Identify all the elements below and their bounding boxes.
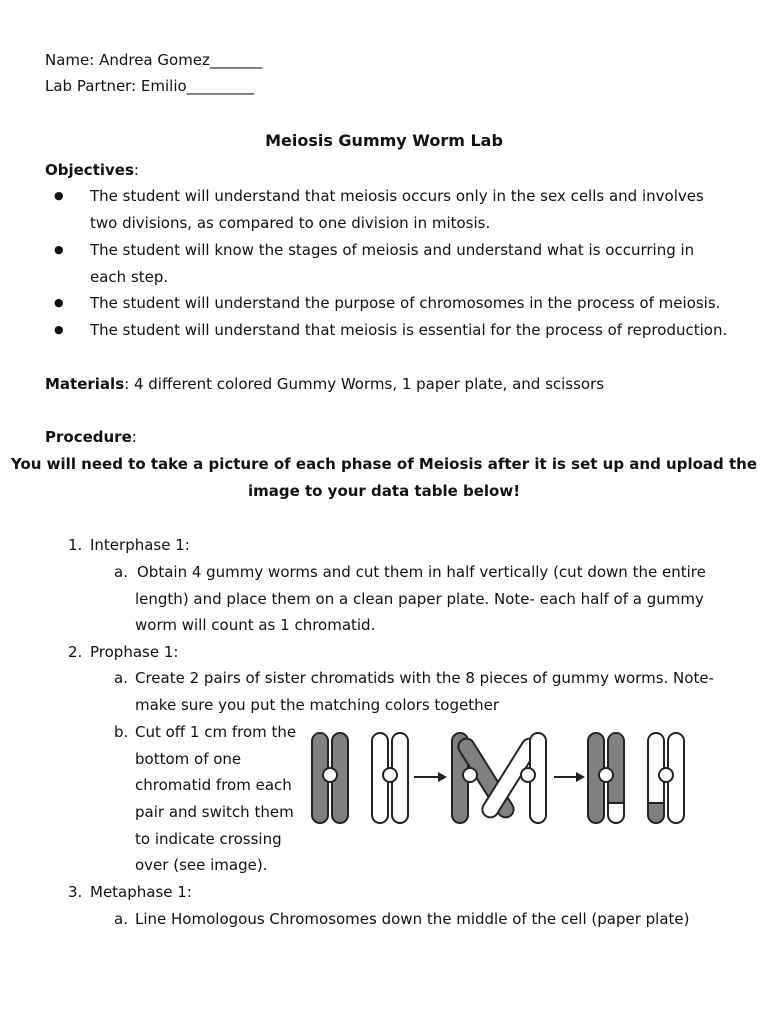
arrow-icon (554, 772, 585, 782)
homologous-pair-after (588, 733, 684, 823)
lab-partner-line: Lab Partner: Emilio_________ (45, 77, 255, 95)
step-2-label: Prophase 1: (90, 643, 179, 661)
step-2b-line-6: over (see image). (135, 856, 268, 874)
step-2a-line-2: make sure you put the matching colors together (135, 696, 500, 714)
centromere (659, 768, 673, 782)
chromatid-swapped-end-shaded (648, 803, 664, 823)
materials-label: Materials (45, 375, 125, 393)
step-3-label: Metaphase 1: (90, 883, 192, 901)
chromatid-swapped-end-white (608, 803, 624, 823)
centromere (521, 768, 535, 782)
step-2b-letter: b. (114, 723, 129, 741)
step-1a-letter: a. (114, 563, 128, 581)
procedure-label: Procedure (45, 428, 132, 446)
centromere (323, 768, 337, 782)
centromere (463, 768, 477, 782)
step-3-number: 3. (68, 883, 83, 901)
bullet-icon: ● (54, 323, 64, 336)
bullet-icon: ● (54, 296, 64, 309)
step-2b-line-3: chromatid from each (135, 776, 292, 794)
chromatid-shaded-swapped-top (608, 733, 624, 803)
step-1a-line-3: worm will count as 1 chromatid. (135, 616, 376, 634)
step-1-number: 1. (68, 536, 83, 554)
arrow-icon (414, 772, 447, 782)
materials-line (45, 371, 604, 398)
homologous-pair-before (312, 733, 408, 823)
step-2-number: 2. (68, 643, 83, 661)
name-line: Name: Andrea Gomez_______ (45, 51, 263, 69)
objectives-heading: Objectives: (45, 161, 139, 179)
procedure-heading: Procedure: (45, 428, 137, 446)
step-1a-line-1: Obtain 4 gummy worms and cut them in half vertically (cut down the entire (137, 563, 706, 581)
procedure-instruction-line-1: You will need to take a picture of each phase of Meiosis after it is set up and upload the (10, 455, 757, 473)
objective-2-line-1: The student will know the stages of meiosis and understand what is occurring in (90, 241, 695, 259)
step-1a-line-2: length) and place them on a clean paper plate. Note- each half of a gummy (135, 590, 704, 608)
bullet-icon: ● (54, 189, 64, 202)
step-3a-letter: a. (114, 910, 128, 928)
document-title: Meiosis Gummy Worm Lab (265, 131, 503, 150)
homologous-pair-crossing (452, 733, 546, 823)
objective-4-line-1: The student will understand that meiosis is essential for the process of reproduction. (90, 321, 728, 339)
bullet-icon: ● (54, 243, 64, 256)
centromere (599, 768, 613, 782)
step-2b-line-5: to indicate crossing (135, 830, 282, 848)
step-2b-line-4: pair and switch them (135, 803, 294, 821)
objective-3-line-1: The student will understand the purpose of chromosomes in the process of meiosis. (90, 294, 721, 312)
crossing-over-diagram (308, 725, 696, 829)
step-1-label: Interphase 1: (90, 536, 190, 554)
step-2a-line-1: Create 2 pairs of sister chromatids with the 8 pieces of gummy worms. Note- (135, 669, 714, 687)
step-2b-line-2: bottom of one (135, 750, 242, 768)
procedure-instruction-line-2: image to your data table below! (247, 482, 521, 500)
step-3a-line-1: Line Homologous Chromosomes down the middle of the cell (paper plate) (135, 910, 690, 928)
step-2a-letter: a. (114, 669, 128, 687)
objective-1-line-1: The student will understand that meiosis occurs only in the sex cells and involves (90, 187, 704, 205)
chromatid-white-swapped-top (648, 733, 664, 803)
centromere (383, 768, 397, 782)
step-2b-line-1: Cut off 1 cm from the (135, 723, 297, 741)
objective-1-line-2: two divisions, as compared to one division in mitosis. (90, 214, 491, 232)
objective-2-line-2: each step. (90, 268, 169, 286)
objectives-label: Objectives (45, 161, 134, 179)
materials-text: : 4 different colored Gummy Worms, 1 paper plate, and scissors (124, 375, 605, 393)
